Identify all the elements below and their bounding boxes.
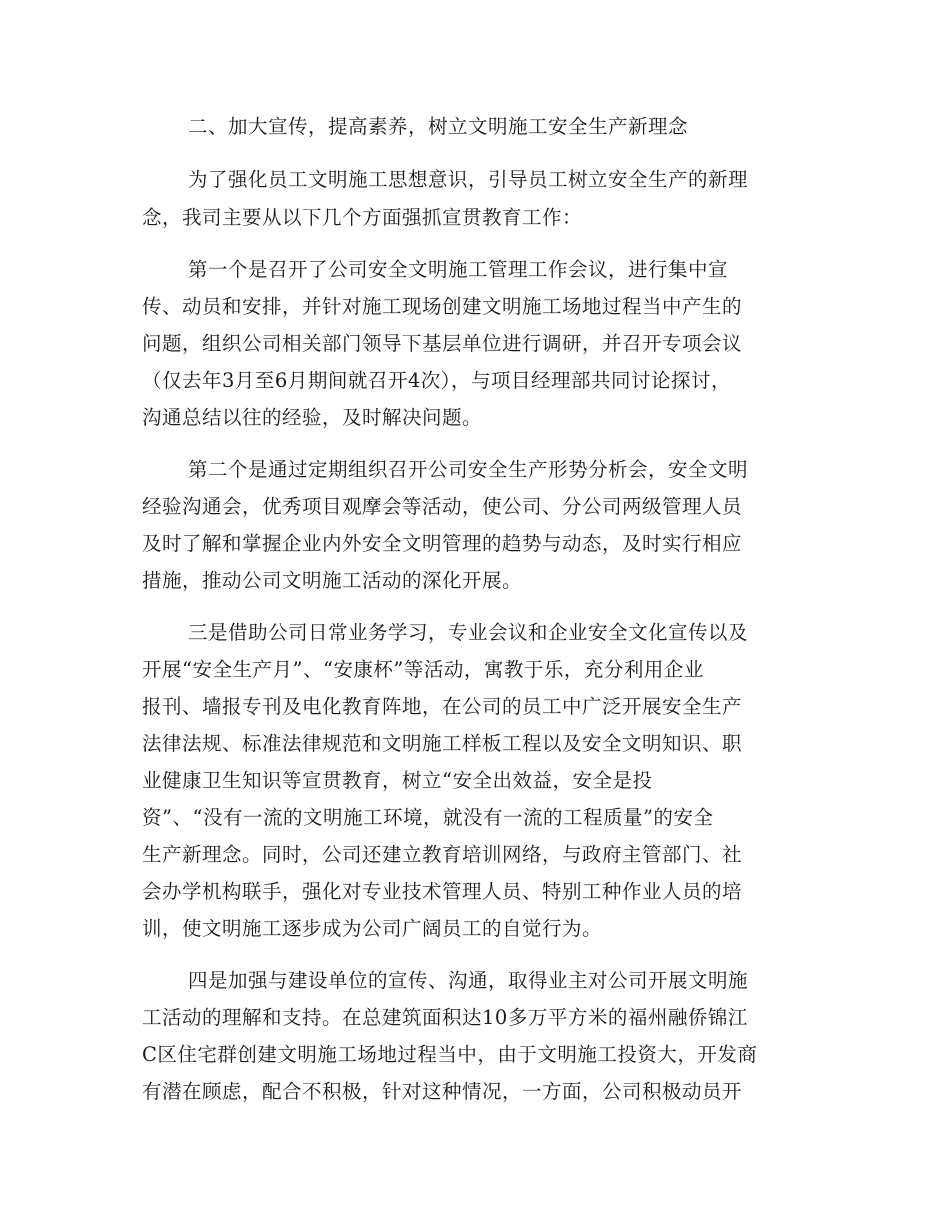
paragraph-line: 传、动员和安排，并针对施工现场创建文明施工场地过程当中产生的 [142,295,743,318]
paragraph-line: 沟通总结以往的经验，及时解决问题。 [142,406,483,429]
paragraph-line: C区住宅群创建文明施工场地过程当中，由于文明施工投资大，开发商 [142,1043,758,1066]
paragraph-line: 生产新理念。同时，公司还建立教育培训网络，与政府主管部门、社 [142,843,743,866]
paragraph-line: 为了强化员工文明施工思想意识，引导员工树立安全生产的新理 [188,168,749,191]
paragraph-line: 四是加强与建设单位的宣传、沟通，取得业主对公司开展文明施 [188,969,749,992]
paragraph-line: 有潜在顾虑，配合不积极，针对这种情况，一方面，公司积极动员开 [142,1080,743,1103]
paragraph-line: 法律法规、标准法律规范和文明施工样板工程以及安全文明知识、职 [142,732,743,755]
paragraph-line: 三是借助公司日常业务学习，专业会议和企业安全文化宣传以及 [188,621,749,644]
paragraph-line: （仅去年3月至6月期间就召开4次），与项目经理部共同讨论探讨， [142,369,731,392]
paragraph-line: 业健康卫生知识等宣贯教育，树立“安全出效益，安全是投 [142,769,653,792]
paragraph-line: 会办学机构联手，强化对专业技术管理人员、特别工种作业人员的培 [142,880,743,903]
paragraph-line: 念，我司主要从以下几个方面强抓宣贯教育工作： [142,206,583,229]
paragraph-line: 工活动的理解和支持。在总建筑面积达10多万平方米的福州融侨锦江 [142,1006,748,1029]
paragraph-line: 训，使文明施工逐步成为公司广阔员工的自觉行为。 [142,917,603,940]
paragraph-line: 开展“安全生产月”、“安康杯”等活动，寓教于乐，充分利用企业 [142,658,704,681]
paragraph-line: 第二个是通过定期组织召开公司安全生产形势分析会，安全文明 [188,458,749,481]
paragraph-line: 措施，推动公司文明施工活动的深化开展。 [142,569,523,592]
paragraph-line: 第一个是召开了公司安全文明施工管理工作会议，进行集中宣 [188,258,729,281]
paragraph-line: 经验沟通会，优秀项目观摩会等活动，使公司、分公司两级管理人员 [142,495,743,518]
section-heading: 二、加大宣传，提高素养，树立文明施工安全生产新理念 [188,115,689,138]
paragraph-line: 报刊、墙报专刊及电化教育阵地，在公司的员工中广泛开展安全生产 [142,695,743,718]
paragraph-line: 问题，组织公司相关部门领导下基层单位进行调研，并召开专项会议 [142,332,743,355]
paragraph-line: 资”、“没有一流的文明施工环境，就没有一流的工程质量”的安全 [142,806,714,829]
paragraph-line: 及时了解和掌握企业内外安全文明管理的趋势与动态，及时实行相应 [142,532,743,555]
